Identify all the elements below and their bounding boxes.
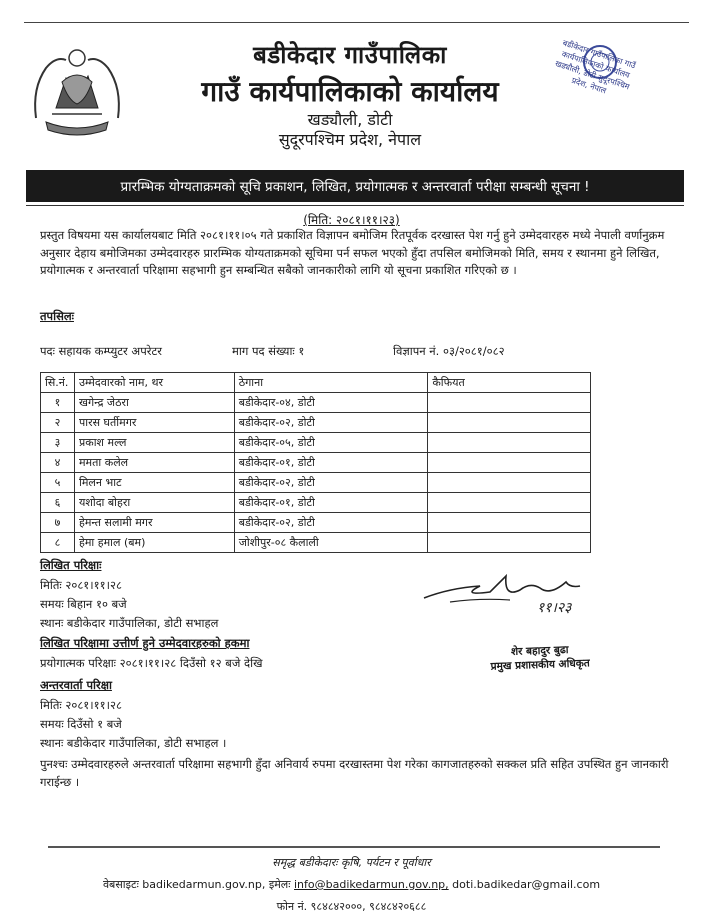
cell-serial: ५ xyxy=(41,473,75,493)
notice-date-line xyxy=(0,211,703,228)
cell-address: बडीकेदार-०१, डोटी xyxy=(234,453,428,473)
footer-rule xyxy=(48,846,660,848)
table-row xyxy=(41,393,591,413)
nepal-emblem-icon xyxy=(26,38,128,138)
cell-remarks xyxy=(428,413,591,433)
written-exam-time: समयः बिहान १० बजे xyxy=(40,597,127,611)
cell-name: ममता कलेल xyxy=(74,453,234,473)
cell-name: हेमा हमाल (बम) xyxy=(74,533,234,553)
office-name: गाउँ कार्यपालिकाको कार्यालय xyxy=(201,75,499,108)
written-exam-place: स्थानः बडीकेदार गाउँपालिका, डोटी सभाहल xyxy=(40,616,219,630)
advert-number: विज्ञापन नं. ०३/२०८१/०८२ xyxy=(393,344,505,358)
table-row xyxy=(41,413,591,433)
table-row xyxy=(41,513,591,533)
signature-icon xyxy=(420,568,600,628)
signature-date: ११।२३ xyxy=(537,600,572,616)
footer-phone: फोन नं. ९८४८४२०००, ९८४८४२०६८८ xyxy=(276,900,427,913)
cell-name: मिलन भाट xyxy=(74,473,234,493)
cell-address: बडीकेदार-०५, डोटी xyxy=(234,433,428,453)
cell-address: बडीकेदार-०२, डोटी xyxy=(234,513,428,533)
email-link-primary[interactable]: info@badikedarmun.gov.np, xyxy=(294,878,449,891)
notice-date: (मिति: २०८१।११।२३) xyxy=(303,213,400,227)
address-line2: सुदूरपश्चिम प्रदेश, नेपाल xyxy=(278,130,422,149)
post-title: पदः सहायक कम्प्युटर अपरेटर xyxy=(40,344,162,358)
table-row xyxy=(41,453,591,473)
table-row xyxy=(41,473,591,493)
cell-name: प्रकाश मल्ल xyxy=(74,433,234,453)
officer-name: शेर बहादुर बुढा xyxy=(510,644,569,659)
interview-time: समयः दिउँसो १ बजे xyxy=(40,717,122,731)
cell-remarks xyxy=(428,513,591,533)
col-name: उम्मेदवारको नाम, थर xyxy=(74,373,234,393)
interview-place: स्थानः बडीकेदार गाउँपालिका, डोटी सभाहल । xyxy=(40,736,227,750)
cell-remarks xyxy=(428,493,591,513)
practical-heading: लिखित परिक्षामा उत्तीर्ण हुने उम्मेदवारहरुको हकमा xyxy=(40,636,250,650)
cell-serial: १ xyxy=(41,393,75,413)
municipality-name: बडीकेदार गाउँपालिका xyxy=(253,41,447,69)
cell-remarks xyxy=(428,393,591,413)
cell-remarks xyxy=(428,433,591,453)
cell-address: बडीकेदार-०२, डोटी xyxy=(234,413,428,433)
officer-stamp xyxy=(470,642,611,675)
table-row xyxy=(41,433,591,453)
cell-remarks xyxy=(428,533,591,553)
website-link[interactable]: badikedarmun.gov.np, xyxy=(142,878,266,891)
cell-address: जोशीपुर-०८ कैलाली xyxy=(234,533,428,553)
cell-serial: ७ xyxy=(41,513,75,533)
cell-serial: ८ xyxy=(41,533,75,553)
cell-address: बडीकेदार-०१, डोटी xyxy=(234,493,428,513)
cell-remarks xyxy=(428,473,591,493)
practical-exam-line: प्रयोगात्मक परिक्षाः २०८१।११।२८ दिउँसो १२ बजे देखि xyxy=(40,656,263,670)
cell-address: बडीकेदार-०४, डोटी xyxy=(234,393,428,413)
email-link-secondary[interactable]: doti.badikedar@gmail.com xyxy=(452,878,601,891)
interview-heading: अन्तरवार्ता परिक्षा xyxy=(40,678,112,692)
cell-remarks xyxy=(428,453,591,473)
cell-serial: ४ xyxy=(41,453,75,473)
interview-date: मितिः २०८१।११।२८ xyxy=(40,698,122,712)
banner-rule xyxy=(26,205,684,206)
footer-slogan: समृद्ध बडीकेदारः कृषि, पर्यटन र पूर्वाधार xyxy=(272,856,431,869)
col-serial: सि.नं. xyxy=(41,373,75,393)
address-line1: खड्यौली, डोटी xyxy=(307,110,393,129)
notice-body: प्रस्तुत विषयमा यस कार्यालयबाट मिति २०८१।११।०५ गते प्रकाशित विज्ञापन बमोजिम रितपूर्वक दरखास्त पेश गर्नु हुने उम्मेदवारहरु मध्ये नेपाली वर्णानुक्रम अनुसार देहाय बमोजिमका उम्मेदवारहरु प्रारम्भिक योग्यताक्रमको सूचिमा पर्न सफल भएको हुँदा तपसिल बमोजिमको मिति, समय र स्थानमा हुने लिखित, प्रयोगात्मक र अन्तरवार्ता परिक्षामा सहभागी हुन सम्बन्धित सबैको जानकारीको लागि यो सूचना प्रकाशित गरिएको छ । xyxy=(40,228,665,277)
col-address: ठेगाना xyxy=(234,373,428,393)
officer-title: प्रमुख प्रशासकीय अधिकृत xyxy=(490,657,591,673)
cell-address: बडीकेदार-०२, डोटी xyxy=(234,473,428,493)
website-label: वेबसाइटः xyxy=(102,878,139,891)
cell-serial: २ xyxy=(41,413,75,433)
email-label: इमेलः xyxy=(268,878,291,891)
notice-banner: प्रारम्भिक योग्यताक्रमको सूचि प्रकाशन, लिखित, प्रयोगात्मक र अन्तरवार्ता परीक्षा सम्बन्धी सूचना ! xyxy=(26,170,684,202)
postscript-note: पुनश्चः उम्मेदवारहरुले अन्तरवार्ता परिक्षामा सहभागी हुँदा अनिवार्य रुपमा दरखास्तमा पेश गरेका कागजातहरुको सक्कल प्रति सहित उपस्थित हुन जानकारी गराईन्छ । xyxy=(40,757,669,789)
table-row xyxy=(41,533,591,553)
top-rule xyxy=(24,22,689,23)
seal-text: बडीकेदार गाउँपालिका गाउँ कार्यपालिकाको कार्यालय खड्यौली, डोटी सुदूरपश्चिम प्रदेश, नेपाल xyxy=(553,38,637,96)
tapasil-heading: तपसिलः xyxy=(40,309,74,323)
cell-name: यशोदा बोहरा xyxy=(74,493,234,513)
candidate-table xyxy=(40,372,591,553)
footer-contact xyxy=(0,877,703,892)
table-row xyxy=(41,493,591,513)
written-exam-heading: लिखित परिक्षाः xyxy=(40,558,102,572)
cell-name: खगेन्द्र जेठरा xyxy=(74,393,234,413)
cell-name: हेमन्त सलामी मगर xyxy=(74,513,234,533)
demand-count: माग पद संख्याः १ xyxy=(232,344,305,358)
cell-name: पारस घर्तीमगर xyxy=(74,413,234,433)
col-remarks: कैफियत xyxy=(428,373,591,393)
table-header-row xyxy=(41,373,591,393)
written-exam-date: मितिः २०८१।११।२८ xyxy=(40,578,122,592)
cell-serial: ३ xyxy=(41,433,75,453)
cell-serial: ६ xyxy=(41,493,75,513)
